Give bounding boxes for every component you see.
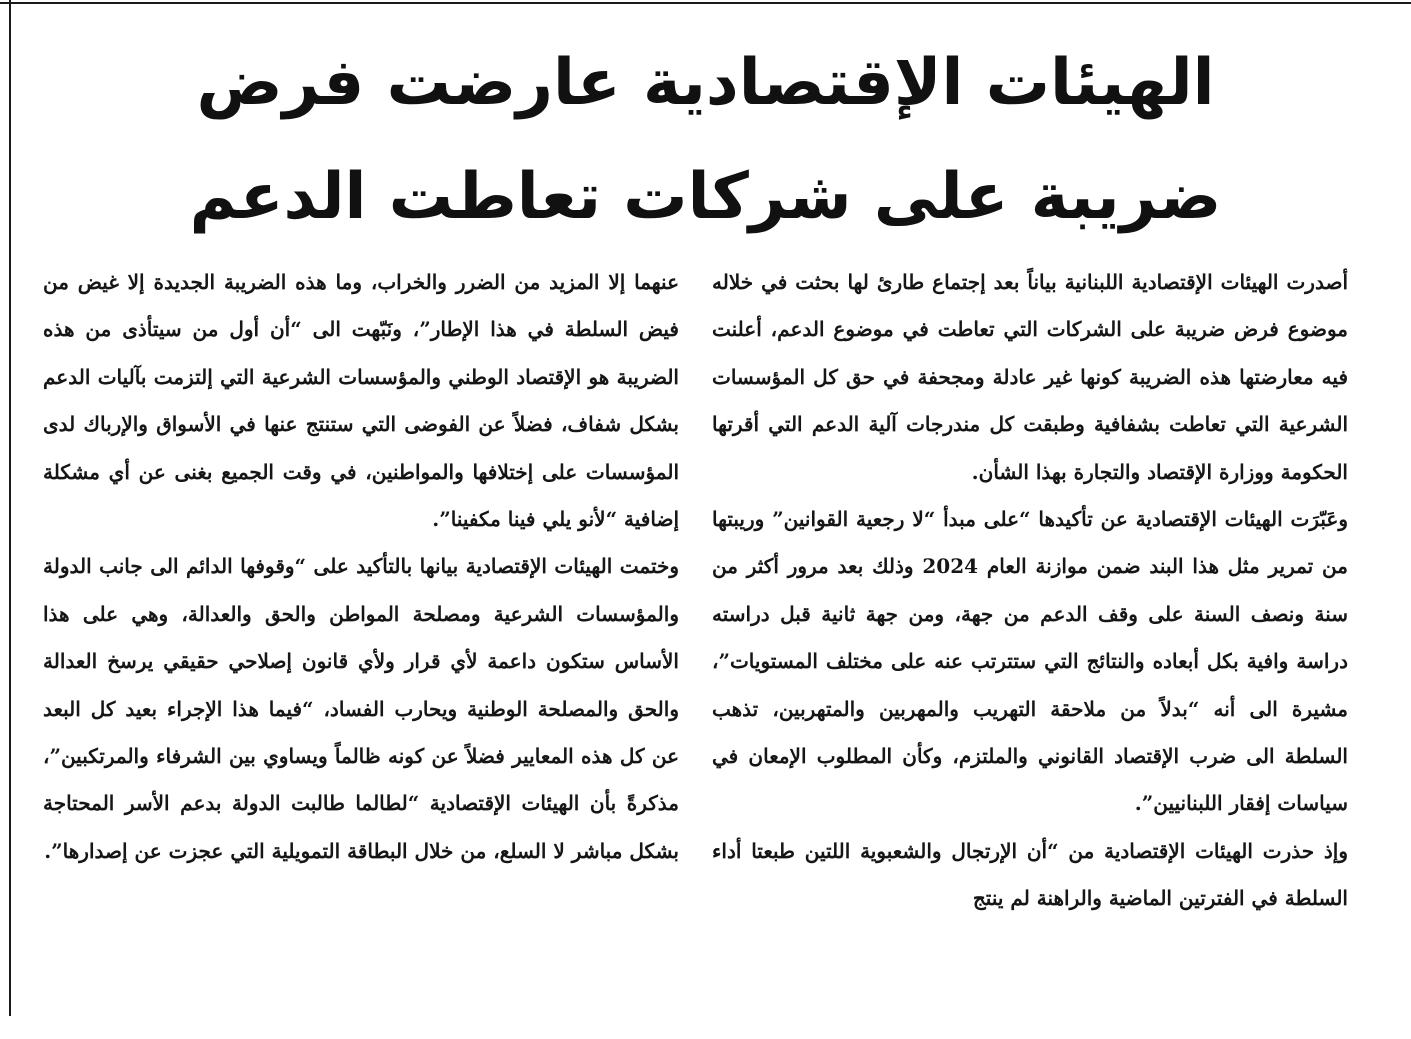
paragraph: وعَبّرَت الهيئات الإقتصادية عن تأكيدها “على مبدأ “لا رجعية القوانين” وريبتها من تمرير مثل هذا البند ضمن موازنة العام 2024 وذلك بعد مرور أكثر من سنة ونصف السنة على وقف الدعم من جهة، ومن جهة ثانية قبل دراسته دراسة وافية بكل أبعاده والنتائج التي ستترتب عنه على مختلف المستويات”، مشيرة الى أنه “بدلاً من ملاحقة التهريب والمهربين والمتهربين، تذهب السلطة الى ضرب الإقتصاد القانوني والملتزم، وكأن المطلوب الإمعان في سياسات إفقار اللبنانيين”. <box>712 507 1348 816</box>
left-border-rule <box>9 0 11 1016</box>
paragraph: وختمت الهيئات الإقتصادية بيانها بالتأكيد على “وقوفها الدائم الى جانب الدولة والمؤسسات الشرعية ومصلحة المواطن والحق والعدالة، وهي على هذا الأساس ستكون داعمة لأي قرار ولأي قانون إصلاحي حقيقي يرسخ العدالة والحق والمصلحة الوطنية ويحارب الفساد، “فيما هذا الإجراء بعيد كل البعد عن كل هذه المعايير فضلاً عن كونه ظالماً ويساوي بين الشرفاء والمرتكبين”، مذكرةً بأن الهيئات الإقتصادية “لطالما طالبت الدولة بدعم الأسر المحتاجة بشكل مباشر لا السلع، من خلال البطاقة التمويلية التي عجزت عن إصدارها”. <box>43 554 679 863</box>
top-border-rule <box>0 2 1411 4</box>
paragraph: عنهما إلا المزيد من الضرر والخراب، وما هذه الضريبة الجديدة إلا غيض من فيض السلطة في هذا الإطار”، ونَبّهت الى “أن أول من سيتأذى من هذه الضريبة هو الإقتصاد الوطني والمؤسسات الشرعية التي إلتزمت بآليات الدعم بشكل شفاف، فضلاً عن الفوضى التي ستنتج عنها في الأسواق والإرباك لدى المؤسسات على إختلافها والمواطنين، في وقت الجميع بغنى عن أي مشكلة إضافية “لأنو يلي فينا مكفينا”. <box>43 270 679 532</box>
paragraph: وإذ حذرت الهيئات الإقتصادية من “أن الإرتجال والشعبوية اللتين طبعتا أداء السلطة في الفترتين الماضية والراهنة لم ينتج <box>712 838 1348 911</box>
headline-line-1: الهيئات الإقتصادية عارضت فرض <box>196 46 1215 120</box>
paragraph: أصدرت الهيئات الإقتصادية اللبنانية بياناً بعد إجتماع طارئ لها بحثت في خلاله موضوع فرض ضريبة على الشركات التي تعاطت في موضوع الدعم، أعلنت فيه معارضتها هذه الضريبة كونها غير عادلة ومجحفة في حق كل المؤسسات الشرعية التي تعاطت بشفافية وطبقت كل مندرجات آلية الدعم التي أقرتها الحكومة ووزارة الإقتصاد والتجارة بهذا الشأن. <box>712 270 1348 484</box>
headline-line-2: ضريبة على شركات تعاطت الدعم <box>189 160 1222 234</box>
article-column-left <box>43 259 679 1039</box>
article-column-right <box>712 259 1348 1039</box>
headline <box>40 26 1371 254</box>
